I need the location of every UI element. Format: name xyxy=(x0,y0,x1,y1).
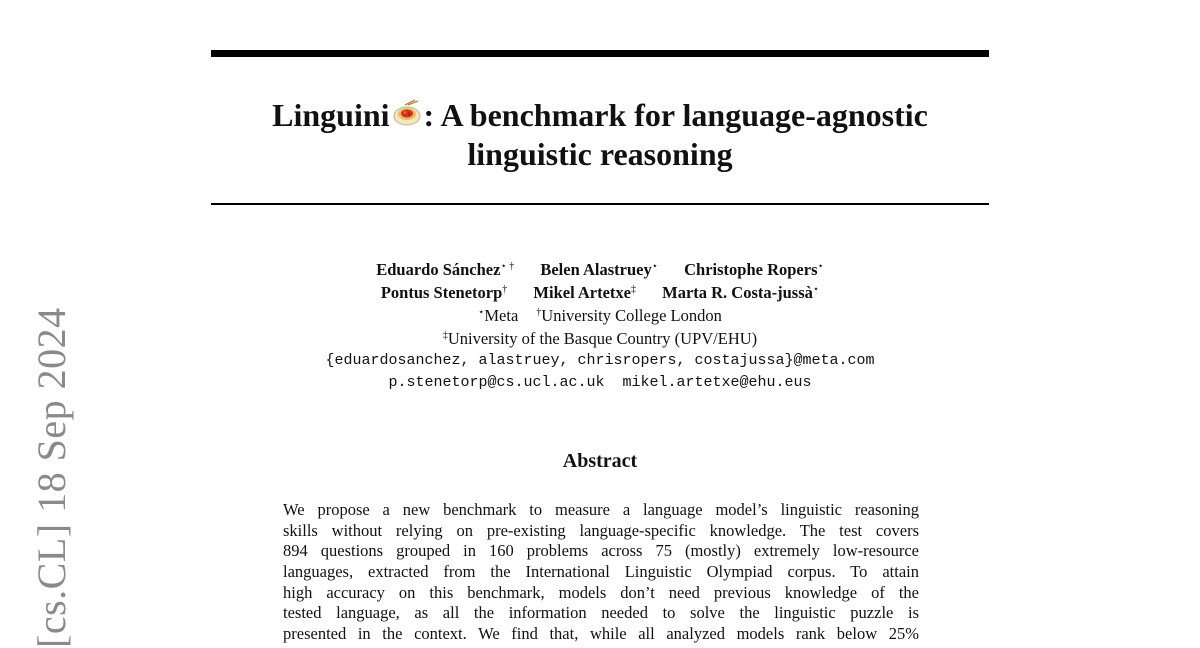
author-name: Eduardo Sánchez xyxy=(376,260,501,279)
author-row-2 xyxy=(211,281,989,304)
affiliation-row-1 xyxy=(211,304,989,327)
pasta-bowl-icon xyxy=(391,99,423,129)
author-affil-marks: † xyxy=(502,284,508,295)
affiliation-meta: Meta xyxy=(484,306,519,325)
email-artetxe: mikel.artetxe@ehu.eus xyxy=(622,374,812,391)
affil-mark: ⋆ xyxy=(478,307,485,318)
email-line-1: {eduardosanchez, alastruey, chrisropers, costajussa}@meta.com xyxy=(325,352,875,369)
title-line-1 xyxy=(211,96,989,135)
author-name: Belen Alastruey xyxy=(540,260,652,279)
email-line-2 xyxy=(211,372,989,394)
bottom-thin-rule xyxy=(211,203,989,205)
abstract-line: 894 questions grouped in 160 problems across 75 (mostly) extremely low-resource xyxy=(283,541,919,561)
affiliation-ehu: University of the Basque Country (UPV/EHU) xyxy=(447,329,758,348)
paper-title xyxy=(211,96,989,174)
author-affil-marks: ⋆ xyxy=(812,284,820,295)
title-line-1-rest: : A benchmark for language-agnostic xyxy=(423,97,928,133)
abstract-line: We propose a new benchmark to measure a language model’s linguistic reasoning xyxy=(283,500,919,519)
author-name: Christophe Ropers xyxy=(684,260,818,279)
author-affil-marks: ⋆ xyxy=(651,261,658,272)
abstract-line: presented in the context. We find that, while all analyzed models rank below 25% xyxy=(283,624,919,644)
author-name: Mikel Artetxe xyxy=(533,283,631,302)
email-stenetorp: p.stenetorp@cs.ucl.ac.uk xyxy=(388,374,605,391)
abstract-line: languages, extracted from the International Linguistic Olympiad corpus. To attain xyxy=(283,562,919,582)
abstract-line: high accuracy on this benchmark, models don’t need previous knowledge of the xyxy=(283,582,919,602)
affil-mark: † xyxy=(536,307,542,318)
author-affil-marks: ⋆ xyxy=(817,261,824,272)
title-word-linguini: Linguini xyxy=(272,97,390,133)
abstract-line: tested language, as all the information needed to solve the linguistic puzzle is xyxy=(283,603,919,623)
author-affil-marks: ‡ xyxy=(631,284,636,295)
author-affil-marks: ⋆ † xyxy=(500,261,515,272)
abstract-body xyxy=(283,500,919,645)
top-thick-rule xyxy=(211,50,989,57)
affil-mark: ‡ xyxy=(442,330,448,341)
author-name: Pontus Stenetorp xyxy=(380,283,503,302)
abstract-line: skills without relying on pre-existing language-specific knowledge. The test covers xyxy=(283,520,919,540)
author-name: Marta R. Costa-jussà xyxy=(662,283,813,302)
title-line-2: linguistic reasoning xyxy=(467,136,733,172)
author-block xyxy=(211,258,989,394)
affiliation-ucl: University College London xyxy=(541,306,722,325)
author-row-1 xyxy=(211,258,989,281)
abstract-heading: Abstract xyxy=(562,450,638,472)
affiliation-row-2 xyxy=(211,327,989,350)
arxiv-side-stamp: [cs.CL] 18 Sep 2024 xyxy=(29,307,74,648)
